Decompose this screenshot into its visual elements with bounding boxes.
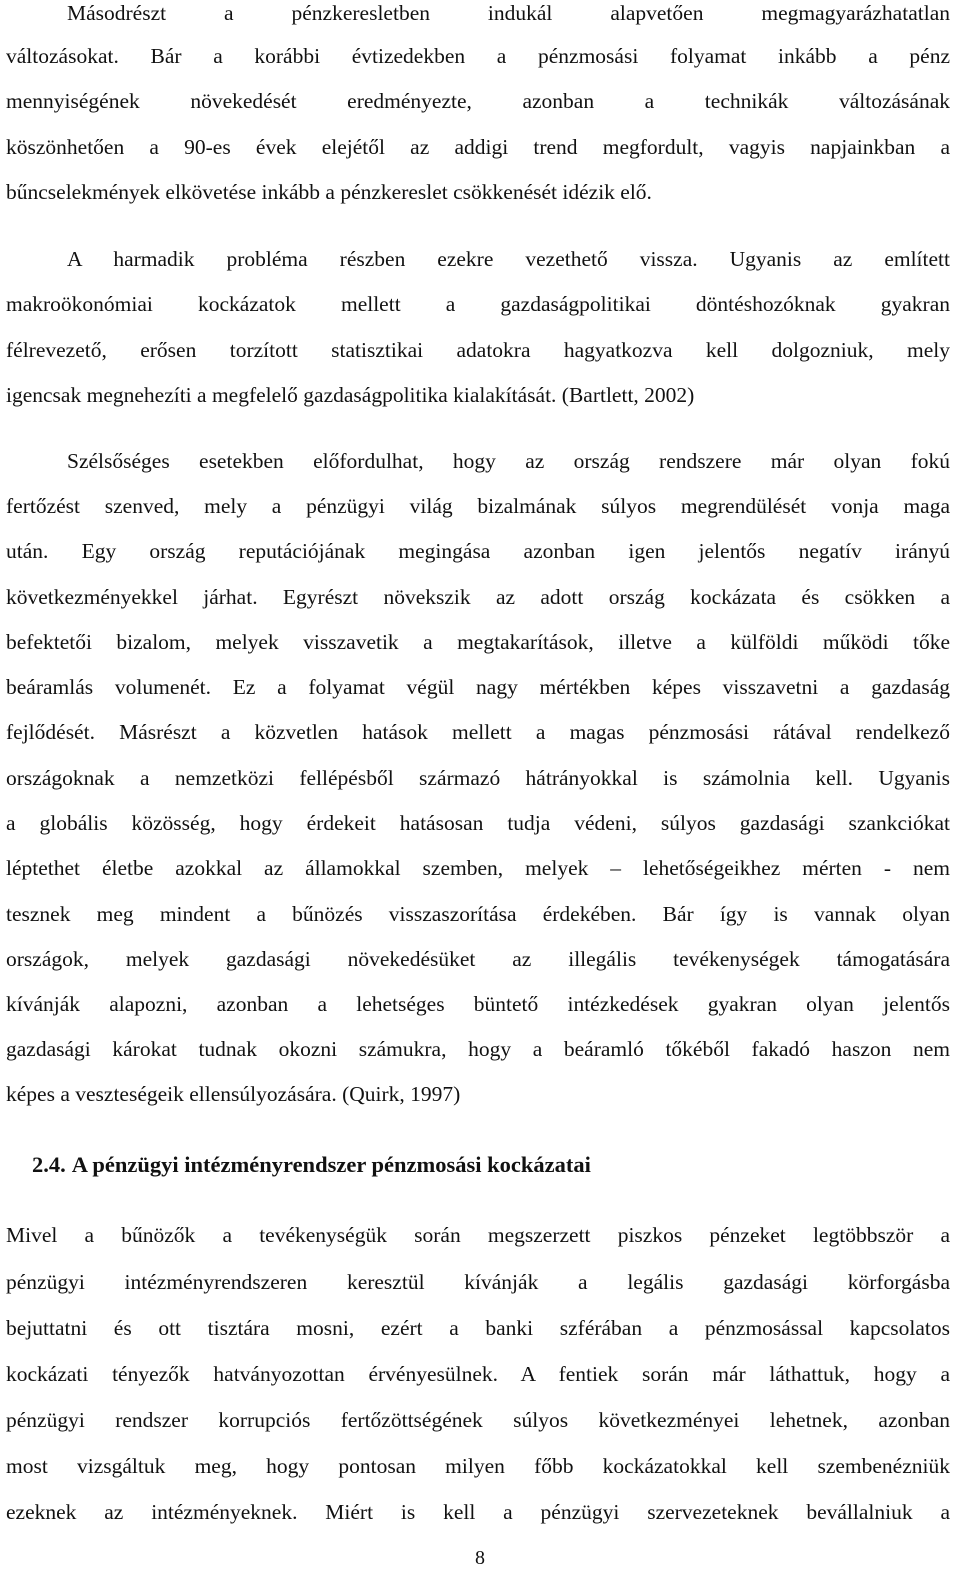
paragraph-line: bejuttatni és ott tisztára mosni, ezért a banki szférában a pénzmosással kapcsolatos: [6, 1316, 950, 1340]
paragraph-line: fertőzést szenved, mely a pénzügyi világ bizalmának súlyos megrendülését vonja maga: [6, 494, 950, 518]
paragraph-line: országoknak a nemzetközi fellépésből származó hátrányokkal is számolnia kell. Ugyanis: [6, 766, 950, 790]
paragraph-line: beáramlás volumenét. Ez a folyamat végül nagy mértékben képes visszavetni a gazdaság: [6, 675, 950, 699]
paragraph-line: változásokat. Bár a korábbi évtizedekben a pénzmosási folyamat inkább a pénz: [6, 44, 950, 68]
paragraph-line: most vizsgáltuk meg, hogy pontosan milyen főbb kockázatokkal kell szembenézniük: [6, 1454, 950, 1478]
paragraph-line: Mivel a bűnözők a tevékenységük során megszerzett piszkos pénzeket legtöbbször a: [6, 1223, 950, 1247]
paragraph-line: Szélsőséges esetekben előfordulhat, hogy az ország rendszere már olyan fokú: [67, 449, 950, 473]
paragraph-line: mennyiségének növekedését eredményezte, azonban a technikák változásának: [6, 89, 950, 113]
page-number: 8: [475, 1547, 485, 1569]
paragraph-line: fejlődését. Másrészt a közvetlen hatások mellett a magas pénzmosási rátával rendelkező: [6, 720, 950, 744]
paragraph-line: kívánják alapozni, azonban a lehetséges büntető intézkedések gyakran olyan jelentős: [6, 992, 950, 1016]
paragraph-line: léptethet életbe azokkal az államokkal szemben, melyek – lehetőségeikhez mérten - nem: [6, 856, 950, 880]
paragraph-line: befektetői bizalom, melyek visszavetik a megtakarítások, illetve a külföldi működi tőke: [6, 630, 950, 654]
paragraph-line: a globális közösség, hogy érdekeit hatásosan tudja védeni, súlyos gazdasági szankciókat: [6, 811, 950, 835]
paragraph-line: után. Egy ország reputációjának megingása azonban igen jelentős negatív irányú: [6, 539, 950, 563]
paragraph-line: pénzügyi rendszer korrupciós fertőzöttségének súlyos következményei lehetnek, azonban: [6, 1408, 950, 1432]
paragraph-line: pénzügyi intézményrendszeren keresztül kívánják a legális gazdasági körforgásba: [6, 1270, 950, 1294]
paragraph-line: igencsak megnehezíti a megfelelő gazdaságpolitika kialakítását. (Bartlett, 2002): [6, 383, 695, 407]
paragraph-line: makroökonómiai kockázatok mellett a gazdaságpolitikai döntéshozóknak gyakran: [6, 292, 950, 316]
paragraph-line: következményekkel járhat. Egyrészt növekszik az adott ország kockázata és csökken a: [6, 585, 950, 609]
paragraph-line: félrevezető, erősen torzított statisztikai adatokra hagyatkozva kell dolgozniuk, mely: [6, 338, 950, 362]
section-title: A pénzügyi intézményrendszer pénzmosási kockázatai: [71, 1152, 591, 1177]
paragraph-line: bűncselekmények elkövetése inkább a pénzkereslet csökkenését idézik elő.: [6, 180, 652, 204]
paragraph-line: tesznek meg mindent a bűnözés visszaszorítása érdekében. Bár így is vannak olyan: [6, 902, 950, 926]
paragraph-line: A harmadik probléma részben ezekre vezethető vissza. Ugyanis az említett: [67, 247, 950, 271]
paragraph-line: képes a veszteségeik ellensúlyozására. (Quirk, 1997): [6, 1082, 461, 1106]
section-heading: [32, 1151, 591, 1179]
paragraph-line: országok, melyek gazdasági növekedésüket az illegális tevékenységek támogatására: [6, 947, 950, 971]
section-number: 2.4.: [32, 1152, 66, 1177]
paragraph-line: ezeknek az intézményeknek. Miért is kell a pénzügyi szervezeteknek bevállalniuk a: [6, 1500, 950, 1524]
paragraph-line: Másodrészt a pénzkeresletben indukál alapvetően megmagyarázhatatlan: [67, 1, 950, 25]
paragraph-line: kockázati tényezők hatványozottan érvényesülnek. A fentiek során már láthattuk, hogy a: [6, 1362, 950, 1386]
paragraph-line: gazdasági károkat tudnak okozni számukra, hogy a beáramló tőkéből fakadó haszon nem: [6, 1037, 950, 1061]
paragraph-line: köszönhetően a 90-es évek elejétől az addigi trend megfordult, vagyis napjainkban a: [6, 135, 950, 159]
